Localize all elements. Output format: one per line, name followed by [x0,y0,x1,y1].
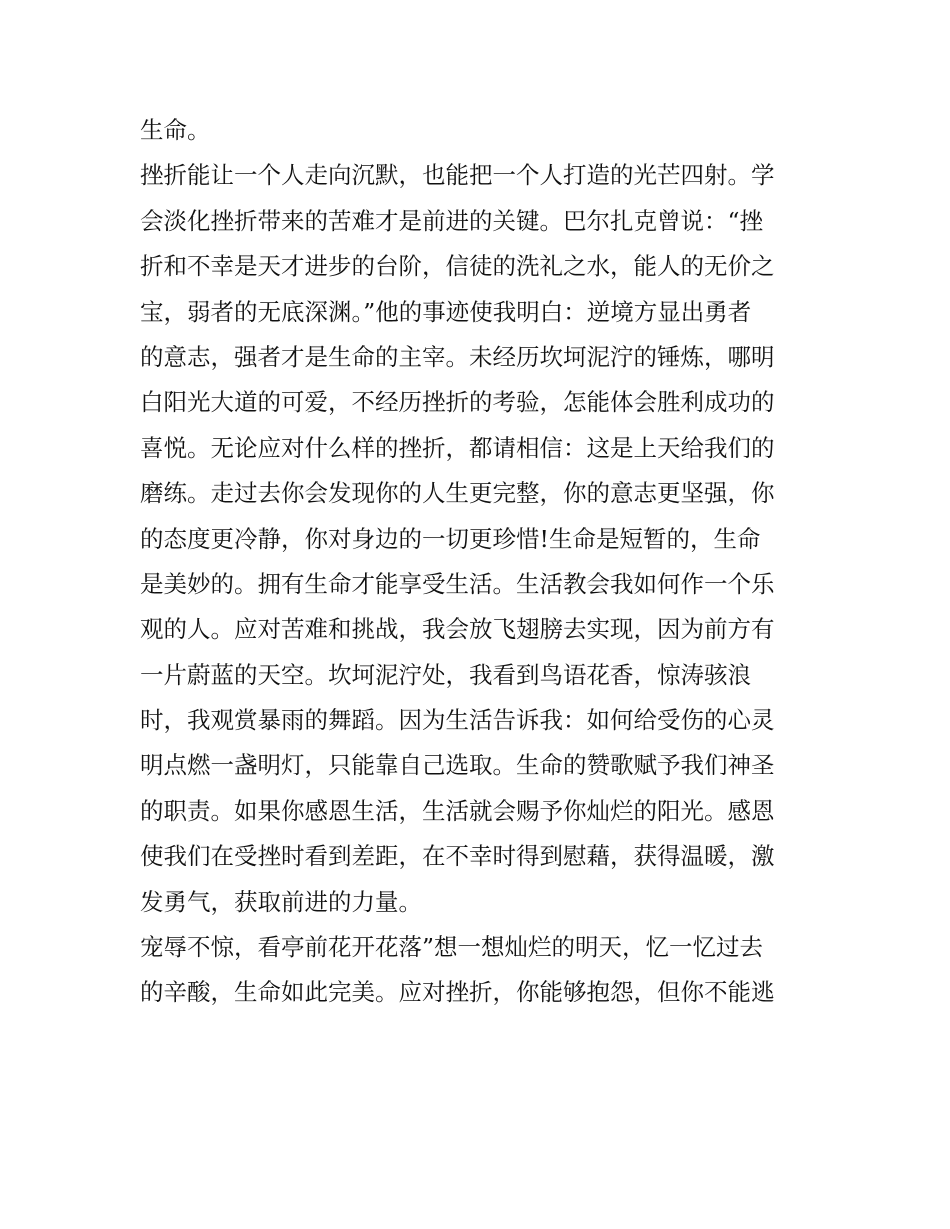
text-line: 宠辱不惊，看亭前花开花落”想一想灿烂的明天，忆一忆过去 [140,933,764,962]
text-line: 的辛酸，生命如此完美。应对挫折，你能够抱怨，但你不能逃 [140,978,775,1007]
text-line: 的态度更冷静，你对身边的一切更珍惜!生命是短暂的，生命 [140,524,761,553]
text-line: 一片蔚蓝的天空。坎坷泥泞处，我看到鸟语花香，惊涛骇浪 [140,660,751,689]
text-line: 时，我观赏暴雨的舞蹈。因为生活告诉我：如何给受伤的心灵 [140,706,775,735]
text-line: 发勇气，获取前进的力量。 [140,887,422,916]
text-line: 喜悦。无论应对什么样的挫折，都请相信：这是上天给我们的 [140,433,775,462]
text-line: 挫折能让一个人走向沉默，也能把一个人打造的光芒四射。学 [140,161,775,190]
text-line: 折和不幸是天才进步的台阶，信徒的洗礼之水，能人的无价之 [140,252,775,281]
text-line: 明点燃一盏明灯，只能靠自己选取。生命的赞歌赋予我们神圣 [140,751,775,780]
text-line: 的职责。如果你感恩生活，生活就会赐予你灿烂的阳光。感恩 [140,796,775,825]
body-text [140,108,820,1016]
text-line: 是美妙的。拥有生命才能享受生活。生活教会我如何作一个乐 [140,569,775,598]
text-line: 观的人。应对苦难和挑战，我会放飞翅膀去实现，因为前方有 [140,615,775,644]
text-line: 宝，弱者的无底深渊。”他的事迹使我明白：逆境方显出勇者 [140,297,752,326]
text-line: 使我们在受挫时看到差距，在不幸时得到慰藉，获得温暖，激 [140,842,775,871]
text-line: 白阳光大道的可爱，不经历挫折的考验，怎能体会胜利成功的 [140,388,775,417]
text-line: 磨练。走过去你会发现你的人生更完整，你的意志更坚强，你 [140,479,775,508]
text-line: 的意志，强者才是生命的主宰。未经历坎坷泥泞的锤炼，哪明 [140,342,775,371]
text-line: 生命。 [140,116,211,144]
text-line: 会淡化挫折带来的苦难才是前进的关键。巴尔扎克曾说：“挫 [140,206,764,235]
